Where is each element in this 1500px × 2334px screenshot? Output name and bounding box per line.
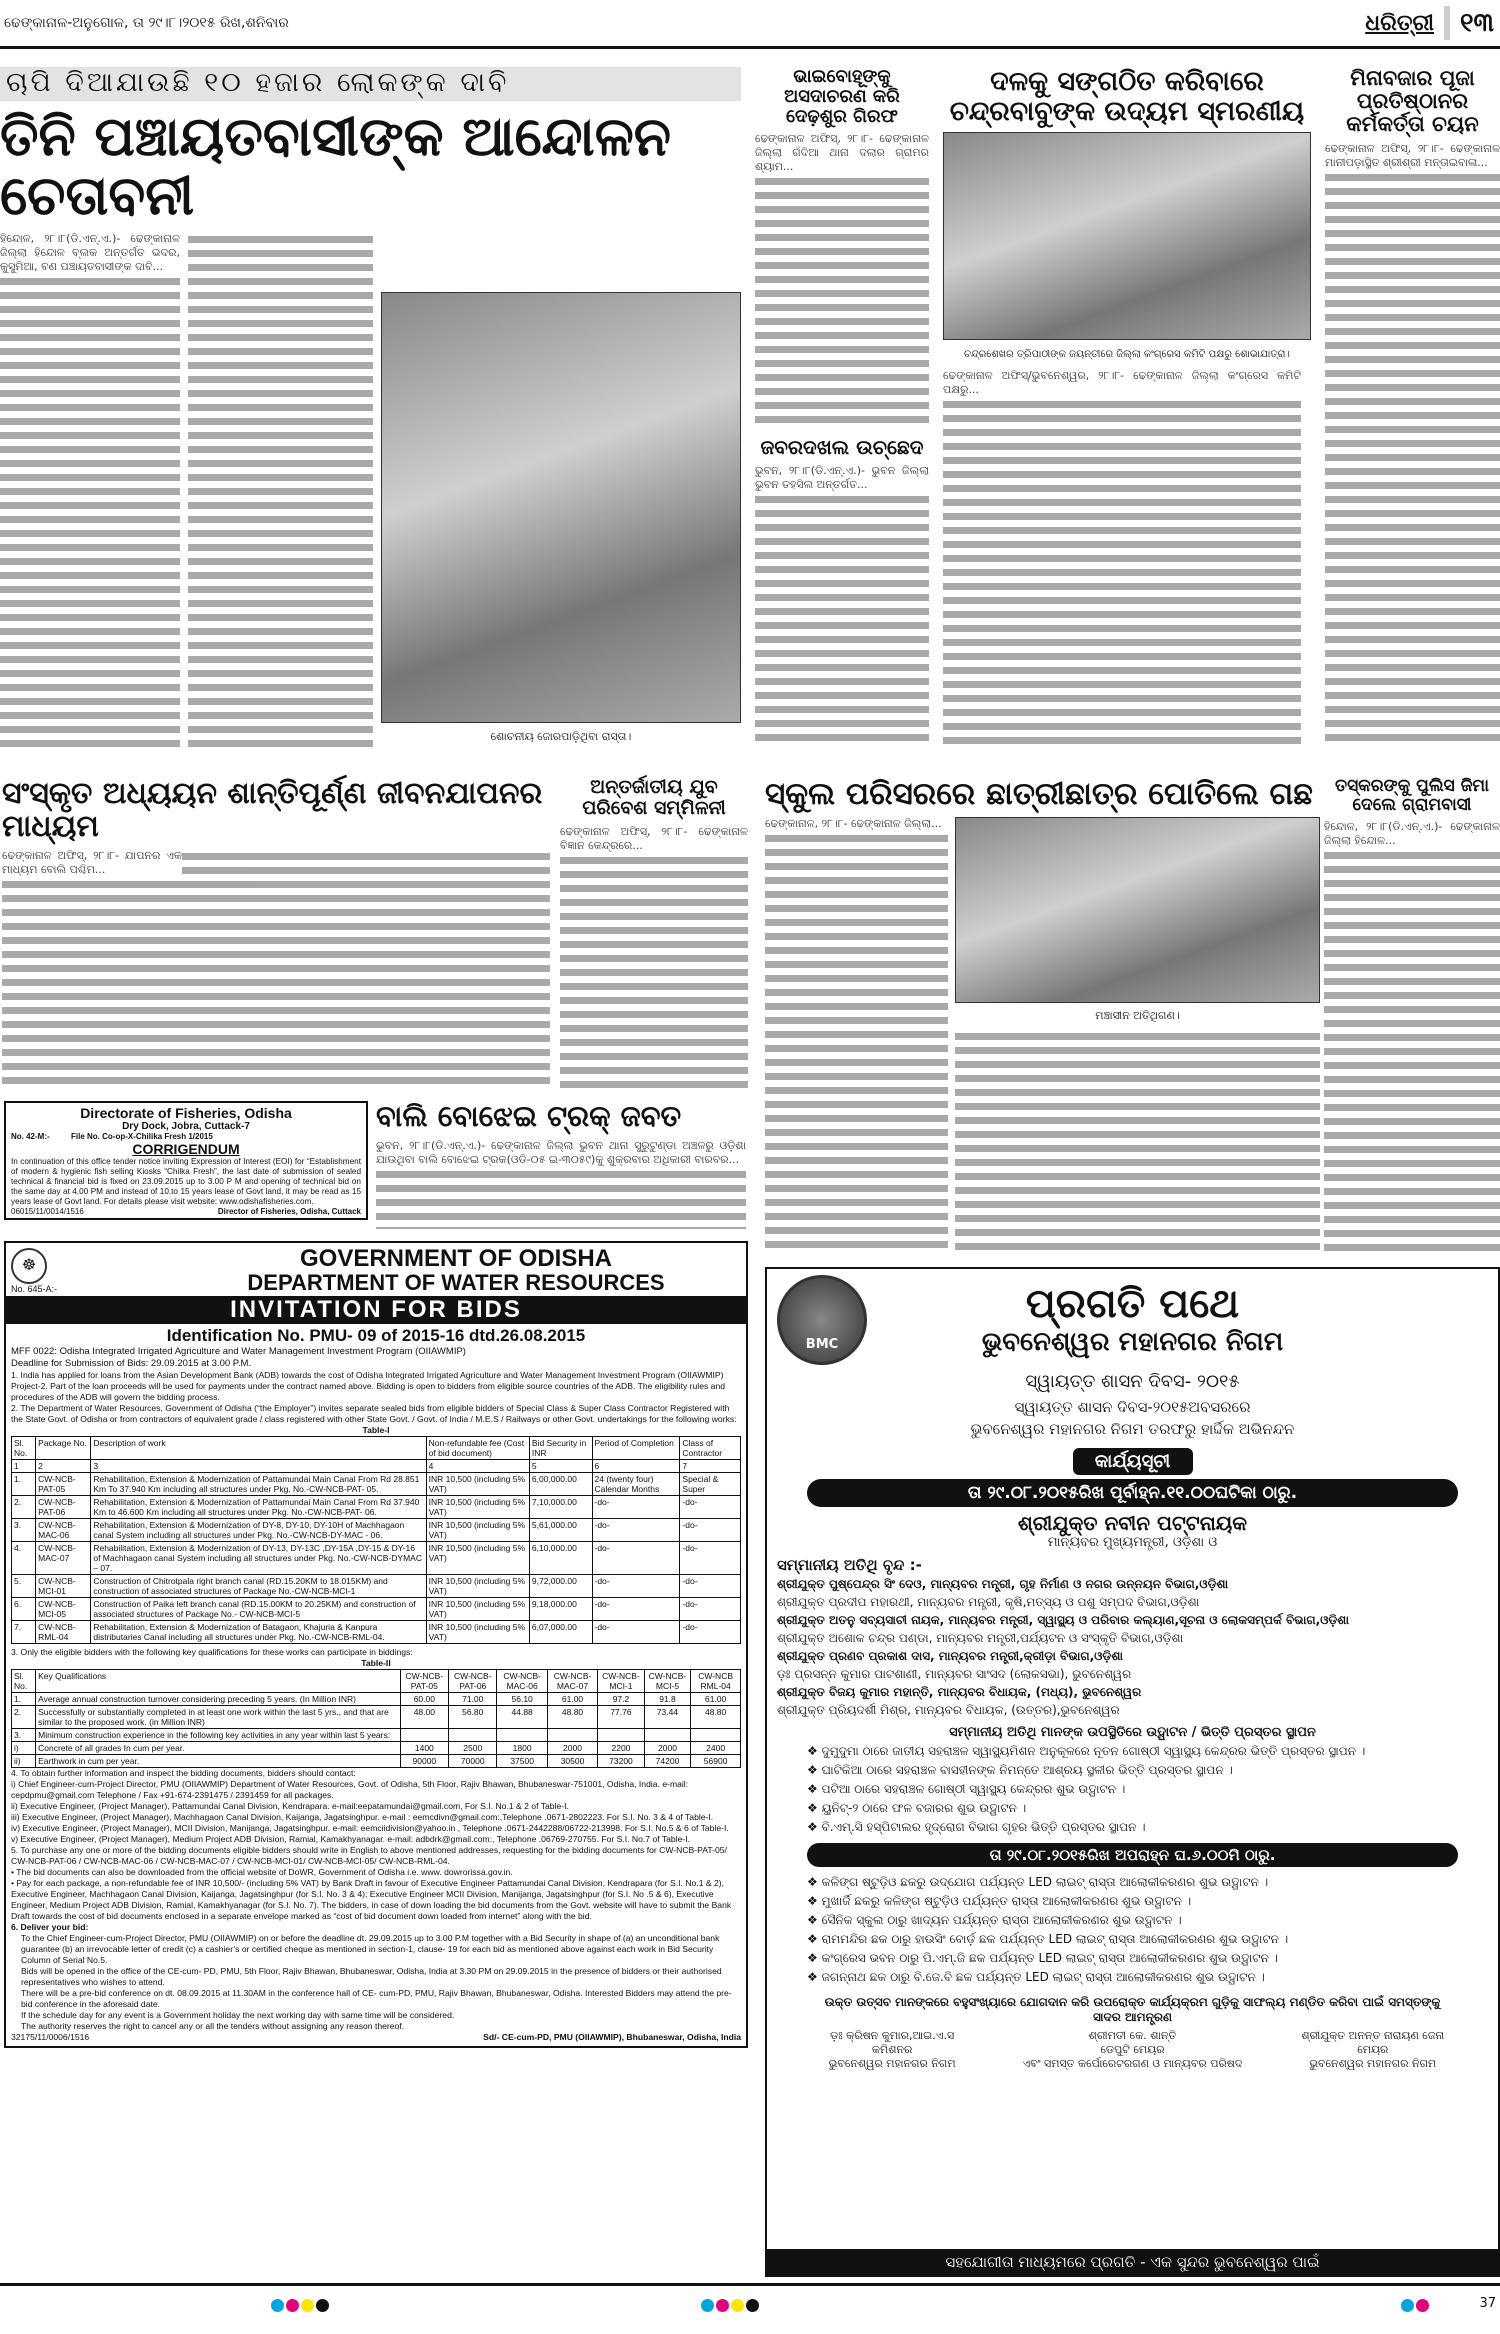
table-cell: Concrete of all grades In cum per year. [36,1742,401,1755]
bmc-day: ସ୍ୱାୟତ୍ତ ଶାସନ ଦିବସ- ୨୦୧୫ [1025,1371,1240,1392]
deliver-item: There will be a pre-bid conference on dt. 08.09.2015 at 11.30AM in the conference hall of CE- cum-PD, PMU, Rajiv Bhawan, Bhubaneswar, Odisha. Interested Bidders may attend the pre-bid conference in the aforesaid date. [21,1988,732,2010]
table-cell: Rehabilitation, Extension & Modernization of DY-13, DY-13C ,DY-15A ,DY-15 & DY-16 of Machhagaon canal System including all structures under Pkg. No.-CW-NCB-DYMAC – 07. [91,1542,426,1575]
para-1: 1. India has applied for loans from the Asian Development Bank (ADB) towards the cost of Odisha Integrated Irrigated Agriculture and Water Management Investment Program (OIIAWMIP) Project-2. Part of the loan proceeds will be used for payments under the contract named above. Bidding is open to bidders from eligible source countries of the ADB. The eligibility rules and procedures of the ADB will govern the bidding process. [11,1370,725,1403]
table-row [12,1496,741,1519]
school-col1 [765,817,948,1253]
guest-item: ଶ୍ରୀଯୁକ୍ତ ପୁଷ୍ପେନ୍ଦ୍ର ସିଂ ଦେଓ, ମାନ୍ୟବର ମନ୍ତ୍ରୀ, ଗୃହ ନିର୍ମାଣ ଓ ନଗର ଉନ୍ନୟନ ବିଭାଗ,ଓଡ଼ିଶା [777,1577,1229,1591]
table1-index: 4 [426,1460,529,1473]
table-cell: 30500 [547,1755,597,1768]
guests-list [777,1574,1488,1721]
evening-item: ❖ କଳିଙ୍ଗ ଷ୍ଟୁଡ଼ିଓ ଛକରୁ ଉଦ୍‌ଯୋଗ ପର୍ଯ୍ୟନ୍ତ LED ଲାଇଟ୍ ରାସ୍ତା ଆଲୋକୀକରଣର ଶୁଭ ଉଦ୍ଘାଟନ । [807,1875,1269,1889]
signer-name: ଶ୍ରୀମତୀ କେ. ଶାନ୍ତି [1088,2029,1177,2042]
invite-text: ଉକ୍ତ ଉତ୍ସବ ମାନଙ୍କରେ ବହୁସଂଖ୍ୟାରେ ଯୋଗଦାନ କରି ଉପରୋକ୍ତ କାର୍ଯ୍ୟକ୍ରମ ଗୁଡ଼ିକୁ ସାଫଲ୍ୟ ମଣ୍ଡିତ କରିବା ପାଇଁ ସମସ୍ତଙ୍କୁ ସାଦର ଆମନ୍ତ୍ରଣ [824,1995,1441,2024]
table-cell: 91.8 [644,1693,691,1706]
fisheries-address: Dry Dock, Jobra, Cuttack-7 [122,1121,250,1132]
page-number-odia: ୧୩ [1460,7,1494,38]
brother-story [755,132,929,429]
guest-item: ଡ଼ଃ ପ୍ରସନ୍ନ କୁମାର ପାଟଶାଣୀ, ମାନ୍ୟବର ସାଂସଦ (ଲୋକସଭା), ଭୁବନେଶ୍ୱର [777,1667,1132,1681]
brother-encroach-column [755,67,929,747]
deliver-item: Bids will be opened in the office of the CE-cum- PD, PMU, 5th Floor, Rajiv Bhawan, Bhubaneswar, Odisha, India at 3.30 PM on 29.09.2015 in the presence of bidders or their authorised representatives who wishes to attend. [21,1966,722,1988]
table-cell: 1800 [497,1742,547,1755]
table-works [11,1436,741,1644]
table-cell: 74200 [644,1755,691,1768]
evening-time-bar: ତା ୨୯.୦୮.୨୦୧୫ରିଖ ଅପରାହ୍ନ ଘ.୬.୦୦ମି ଠାରୁ. [807,1843,1458,1867]
table-cell: 61.00 [691,1693,741,1706]
fisheries-title: Directorate of Fisheries, Odisha [80,1105,292,1121]
signer [777,2029,1007,2071]
bmc-org: ଭୁବନେଶ୍ୱର ମହାନଗର ନିଗମ [981,1327,1284,1358]
para-2: 2. The Department of Water Resources, Government of Odisha (“the Employer”) invites separate sealed bids from eligible bidders of Special Class & Super Class Contractor Registered with the State Govt. of Odisha or from contractors of equivalent grade / class registered with other State Govt. / Govt. of India / M.E.S / Railways or other Govt. undertakings for the following works: [11,1403,737,1425]
table-cell [400,1729,448,1742]
table-cell: 9,72,000.00 [529,1575,592,1598]
morning-items [777,1740,1488,1839]
table-cell [497,1729,547,1742]
table-row [12,1598,741,1621]
contact-item: i) Chief Engineer-cum-Project Director, PMU (OIIAWMIP) Department of Water Resources, Govt. of Odisha, 5th Floor, Rajiv Bhawan, Bhubaneswar-751001, Odisha, India. e-mail: cepdpmu@gmail.com Telephone / Fax +91-674-2391475 / 2391459 for all packages. [11,1779,689,1801]
guest-item: ଶ୍ରୀଯୁକ୍ତ ବିଜୟ କୁମାର ମହାନ୍ତି, ମାନ୍ୟବର ବିଧାୟକ, (ମଧ୍ୟ), ଭୁବନେଶ୍ୱର [777,1685,1142,1699]
table-cell: 2000 [644,1742,691,1755]
table-cell: -do- [680,1542,741,1575]
water-signatory: Sd/- CE-cum-PD, PMU (OIIAWMIP), Bhubaneswar, Odisha, India [483,2032,741,2043]
table-cell: -do- [592,1575,680,1598]
table-cell: 6,07,000.00 [529,1621,592,1644]
encroach-lead: ଭୁବନ, ୨୮।୮(ଡି.ଏନ୍.ଏ.)- ଭୁବନ ଜିଲ୍ଲା ଭୁବନ ତହସିଲ ଅନ୍ତର୍ଗତ... [754,463,929,491]
govt-title: GOVERNMENT OF ODISHA [299,1244,612,1272]
sanskrit-lead: ଢେଙ୍କାନାଳ ଅଫିସ୍, ୨୮।୮- ଯାପନର ଏକ ମାଧ୍ୟମ ବୋଲି ପଶ୍ଚିମ... [2,849,182,876]
school-story [765,777,1320,1253]
deliver-item: The authority reserves the right to cancel any or all the tenders without assigning any reason thereof. [21,2021,405,2032]
table-cell: INR 10,500 (including 5% VAT) [426,1598,529,1621]
table-cell: 37500 [497,1755,547,1768]
table1-index: 6 [592,1460,680,1473]
table2-header: CW-NCB-PAT-06 [449,1670,497,1693]
table-cell: 56900 [691,1755,741,1768]
table2-header: Key Qualifications [36,1670,401,1693]
fisheries-file-no: File No. Co-op-X-Chilika Fresh 1/2015 [71,1132,213,1141]
table1-header: Description of work [91,1437,426,1460]
police-lead: ହିନ୍ଦୋଳ, ୨୮।୮(ଡି.ଏନ୍.ଏ.)- ଢେଙ୍କାନାଳ ଜିଲ୍ଲା ହିନ୍ଦୋଳ... [1324,820,1500,848]
evening-item: ❖ ସୈନିକ ସ୍କୁଲ ଠାରୁ ଖାଦ୍ୟନ ପର୍ଯ୍ୟନ୍ତ ରାସ୍ତା ଆଲୋକୀକରଣର ଶୁଭ ଉଦ୍ଘାଟନ । [807,1913,1182,1927]
guests-label: ସମ୍ମାନୀୟ ଅତିଥି ବୃନ୍ଦ :- [777,1556,922,1574]
table-cell: 2500 [449,1742,497,1755]
table-cell [547,1729,597,1742]
truck-headline: ବାଲି ବୋଝେଇ ଟ୍ରକ୍ ଜବତ [376,1099,682,1133]
invitation-banner: INVITATION FOR BIDS [6,1296,746,1324]
lower-left [0,777,750,2277]
table-cell: 77.76 [598,1706,645,1729]
table-row [12,1542,741,1575]
dept-title: DEPARTMENT OF WATER RESOURCES [247,1270,665,1296]
table-cell: INR 10,500 (including 5% VAT) [426,1542,529,1575]
contacts-list [11,1768,741,1845]
water-resources-bid-ad [4,1241,748,2048]
table-cell: 2000 [547,1742,597,1755]
table1-header: Non-refundable fee (Cost of bid document) [426,1437,529,1460]
table-cell: Minimum construction experience in the following key activities in any year within last 5 years: [36,1729,401,1742]
table-cell: i) [12,1742,36,1755]
minabazar-story [1325,67,1500,747]
odisha-emblem-icon: ☸ [11,1248,47,1284]
table-cell: -do- [680,1598,741,1621]
chandrababu-story [943,67,1311,747]
table1-index: 3 [91,1460,426,1473]
congress-photo-caption: ଚନ୍ଦ୍ରଶେଖର ତ୍ରିପାଠୀଙ୍କ ଜୟନ୍ତୀରେ ଜିଲ୍ଲା କଂଗ୍ରେସ କମିଟି ପକ୍ଷରୁ ଶୋଭାଯାତ୍ରା। [964,349,1290,361]
table-cell: 73200 [598,1755,645,1768]
guest-item: ଶ୍ରୀଯୁକ୍ତ ପ୍ରଦୀପ ମହାରଥୀ, ମାନ୍ୟବର ମନ୍ତ୍ରୀ, କୃଷି,ମତ୍ସ୍ୟ ଓ ପଶୁ ସମ୍ପଦ ବିଭାଗ,ଓଡ଼ିଶା [777,1595,1200,1609]
table-cell: INR 10,500 (including 5% VAT) [426,1519,529,1542]
table2-header: CW-NCB-MCI-5 [644,1670,691,1693]
table-cell: 56.10 [497,1693,547,1706]
masthead-divider [1444,6,1450,40]
table-cell: Rehabilitation, Extension & Modernization of Pattamundai Main Canal From Rd 28.851 Km To 37.940 Km including all structures under Pkg. No.-CW-NCB-PAT- 05. [91,1473,426,1496]
bmc-line2: ଭୁବନେଶ୍ୱର ମହାନଗର ନିଗମ ତରଫରୁ ହାର୍ଦ୍ଦିକ ଅଭିନନ୍ଦନ [970,1420,1295,1438]
evening-item: ❖ ରାମମନ୍ଦିର ଛକ ଠାରୁ ହାଉସିଂ ବୋର୍ଡ଼ ଛକ ପର୍ଯ୍ୟନ୍ତ LED ଲାଇଟ୍ ରାସ୍ତା ଆଲୋକୀକରଣର ଶୁଭ ଉଦ୍ଘାଟନ । [807,1932,1289,1946]
table-cell [598,1729,645,1742]
table-cell: 56.80 [449,1706,497,1729]
dateline: ଢେଙ୍କାନାଳ-ଅନୁଗୋଳ, ତା ୨୯।୮।୨୦୧୫ ରିଖ,ଶନିବାର [4,15,289,31]
deliver-item: To the Chief Engineer-cum-Project Director, PMU (OIIAWMIP) on or before the deadline dt. 29.09.2015 up to 3.00 P.M together with a Bid Security in shape of (a) an unconditional bank guarantee (b) an irrevocable letter of credit (c) a cashier’s or certified cheque as mentioned in section-1, clause- 19 for each bid as mentioned above against each work in Bid Security Column of Serial No.5. [21,1933,720,1966]
table-cell: -do- [592,1519,680,1542]
bmc-logo: BMC [777,1275,867,1365]
registration-marks-3 [1400,2297,1430,2316]
table-cell: 71.00 [449,1693,497,1706]
youth-lead: ଢେଙ୍କାନାଳ ଅଫିସ୍, ୨୮।୮- ଢେଙ୍କାନାଳ ବିଜ୍ଞାନ କେନ୍ଦ୍ରରେ... [560,824,748,852]
truck-story [376,1101,746,1229]
table-cell: 2200 [598,1742,645,1755]
signer-name: ଶ୍ରୀଯୁକ୍ତ ଅନନ୍ତ ନାରାୟଣ ଜେନା [1301,2029,1445,2042]
school-photo-caption: ମଞ୍ଚାସୀନ ଅତିଥିଗଣ। [1095,1009,1180,1023]
main-story-lead: ହିନ୍ଦୋଳ, ୨୮।୮(ଡି.ଏନ୍.ଏ.)- ଢେଙ୍କାନାଳ ଜିଲ୍ଲା ହିନ୍ଦୋଳ ବ୍ଲକ ଅନ୍ତର୍ଗତ ଭଦର, କୁସୁମିଆ, ବଣ ପଞ୍ଚାୟତବାସୀଙ୍କ ଦାବି... [0,231,180,273]
deadline-line: Deadline for Submission of Bids: 29.09.2015 at 3.00 P.M. [11,1358,252,1370]
table-cell: Earthwork in cum per year. [36,1755,401,1768]
signer-org: ଏବଂ ସମସ୍ତ କର୍ପୋରେଟରଗଣ ଓ ମାନ୍ୟବର ପରିଷଦ [1022,2057,1243,2070]
table-cell [691,1729,741,1742]
table-cell: 1. [12,1473,36,1496]
signer [1258,2029,1488,2071]
table-cell: INR 10,500 (including 5% VAT) [426,1575,529,1598]
evening-item: ❖ ଜଗନ୍ନାଥ ଛକ ଠାରୁ ବି.ଜେ.ବି ଛକ ପର୍ଯ୍ୟନ୍ତ LED ଲାଇଟ୍ ରାସ୍ତା ଆଲୋକୀକରଣର ଶୁଭ ଉଦ୍ଘାଟନ । [807,1970,1265,1984]
signers [777,2029,1488,2071]
table-cell: 70000 [449,1755,497,1768]
corrigendum-heading: CORRIGENDUM [132,1141,240,1157]
morning-item: ❖ ପଟିଆ ଠାରେ ସହରାଞ୍ଚଳ ଗୋଷ୍ଠୀ ସ୍ୱାସ୍ଥ୍ୟ କେନ୍ଦ୍ରର ଶୁଭ ଉଦ୍ଘାଟନ । [807,1782,1126,1796]
table-cell: 73.44 [644,1706,691,1729]
table-cell: 6. [12,1598,36,1621]
table-row [12,1473,741,1496]
table1-index: 2 [36,1460,91,1473]
lower-section [0,777,1500,2277]
table-cell: CW-NCB-MCI-05 [36,1598,91,1621]
fisheries-signatory: Director of Fisheries, Odisha, Cuttack [217,1207,361,1216]
page-footer [0,2286,1500,2319]
purchase-item: • The bid documents can also be downloaded from the official website of DoWR, Government of Odisha i.e. www. dowrorissa.gov.in. [11,1867,513,1878]
school-lead: ଢେଙ୍କାନାଳ, ୨୮।୮- ଢେଙ୍କାନାଳ ଜିଲ୍ଲା... [765,817,948,831]
table-cell: 48.80 [691,1706,741,1729]
table-cell: INR 10,500 (including 5% VAT) [426,1496,529,1519]
table2-title: Table-II [361,1658,391,1669]
purchase-item: 5. To purchase any one or more of the bidding documents eligible bidders should write in English to above mentioned addresses, requesting for the bidding documents for CW-NCB-PAT-05/ CW-NCB-PAT-06 / CW-NCB-MAC-06 / CW-NCB-MAC-07 / CW-NCB-MCI-01/ CW-NCB-MCI-05/ CW-NCB-RML-04. [11,1845,727,1867]
header-rule [0,46,1500,49]
water-ref: 32175/11/0006/1516 [11,2032,90,2043]
table-cell: INR 10,500 (including 5% VAT) [426,1473,529,1496]
table-row [12,1706,741,1729]
main-kicker: ଚାପି ଦିଆଯାଉଛି ୧୦ ହଜାର ଲୋକଙ୍କ ଦାବି [0,67,741,101]
top-row [0,67,1500,747]
table1-title: Table-I [362,1425,390,1436]
identification-no: Identification No. PMU- 09 of 2015-16 dtd.26.08.2015 [166,1326,586,1346]
contact-item: v) Executive Engineer, (Project Manager), Medium Project ADB Division, Ramial, Kamakhyanagar. e-mail: adbdrk@gmail.com:, Telephone .06769-270755. For S.I. No.7 of Table-I. [11,1834,691,1845]
contact-item: iii) Executive Engineer, (Project Manager), Machhagaon Canal Division, Kaijanga, Jagatsinghpur. e-mail : eemcdivn@gmail.com:,Telephone .0671-2802223. For S.I. No. 3 & 4 of Table-I. [11,1812,714,1823]
table-row [12,1575,741,1598]
encroach-story [755,464,929,747]
table-cell: CW-NCB-MCI-01 [36,1575,91,1598]
evening-item: ❖ ମୁଖାର୍ଜି ଛକରୁ କଳିଙ୍ଗ ଷ୍ଟୁଡ଼ିଓ ପର୍ଯ୍ୟନ୍ତ ରାସ୍ତା ଆଲୋକୀକରଣର ଶୁଭ ଉଦ୍ଘାଟନ । [807,1894,1192,1908]
chief-guest: ଶ୍ରୀଯୁକ୍ତ ନବୀନ ପଟ୍ଟନାୟକ [1017,1511,1248,1535]
table-row [12,1755,741,1768]
table-cell: 6,00,000.00 [529,1473,592,1496]
table-cell [449,1729,497,1742]
main-story [0,67,741,747]
table-cell: 61.00 [547,1693,597,1706]
table1-index: 5 [529,1460,592,1473]
inaug-label: ସମ୍ମାନୀୟ ଅତିଥି ମାନଙ୍କ ଉପସ୍ଥିତିରେ ଉଦ୍ଘାଟନ / ଭିତ୍ତି ପ୍ରସ୍ତର ସ୍ଥାପନ [949,1725,1316,1740]
purchase-item: • Pay for each package, a non-refundable fee of INR 10,500/- (including 5% VAT) by Bank Draft in favour of Executive Engineer Pattamundai Canal Division, Kendrapara (for S.I. No.1 & 2), Executive Engineer, Machhagaon Canal Division, Kaijanga, Jagatsinghpur (for S.I. No. 3 & 4); Executive Engineer MCII Division, Manijanga, Jagatsinghpur (for S.I. No .5 & 6), Executive Engineer, Medium Project ADB Division, Ramial, Kamakhyanagar (for S.I. No. 7). The bidders, in case of down loading the bid documents from the Govt. website will have to submit the Bank Draft towards the cost of bid documents enclosed in a separate envelope marked as “cost of bid document down loaded from internet” along with the bid. [11,1878,732,1922]
table-cell: 97.2 [598,1693,645,1706]
table-cell: Rehabilitation, Extension & Modernization of Batagaon, Khajuria & Kanpura distributaries Canal including all structures under Pkg. No.-CW-NCB-RML-04. [91,1621,426,1644]
signer-role: ମେୟର [1357,2043,1389,2056]
table-row [12,1742,741,1755]
table2-header: CW-NCB-MAC-06 [497,1670,547,1693]
guest-item: ଶ୍ରୀଯୁକ୍ତ ପ୍ରଣବ ପ୍ରକାଶ ଦାସ, ମାନ୍ୟବର ମନ୍ତ୍ରୀ,କ୍ରୀଡ଼ା ବିଭାଗ,ଓଡ଼ିଶା [777,1649,1123,1663]
chandrababu-lead: ଢେଙ୍କାନାଳ ଅଫିସ୍/ଭୁବନେଶ୍ୱର, ୨୮।୮- ଢେଙ୍କାନାଳ ଜିଲ୍ଲା କଂଗ୍ରେସ କମିଟି ପକ୍ଷରୁ... [942,369,1301,397]
table-cell: 44.88 [497,1706,547,1729]
fisheries-no: No. 42-M:- [11,1132,50,1141]
table-cell: 60.00 [400,1693,448,1706]
youth-story [560,777,748,1089]
table-cell: 1. [12,1693,36,1706]
table-cell: 24 (twenty four) Calendar Months [592,1473,680,1496]
table-cell: 3. [12,1729,36,1742]
table-cell: 2400 [691,1742,741,1755]
table-cell: 1400 [400,1742,448,1755]
registration-marks-1 [270,2297,330,2316]
police-story-text [1324,820,1500,1253]
water-ad-no: No. 645-A:- [11,1284,58,1295]
school-col2 [955,1029,1320,1253]
table-row [12,1729,741,1742]
youth-headline: ଅନ୍ତର୍ଜାତୀୟ ଯୁବ ପରିବେଶ ସମ୍ମିଳନୀ [582,776,726,819]
table-cell: 6,10,000.00 [529,1542,592,1575]
table2-header: CW-NCB-PAT-05 [400,1670,448,1693]
sanskrit-story [0,777,550,1089]
registration-marks-2 [700,2297,760,2316]
main-story-col2 [188,232,373,747]
table-cell: 90000 [400,1755,448,1768]
table-row [12,1693,741,1706]
signer-name: ଡ଼ଃ କ୍ରିଷନ କୁମାର,ଆଇ.ଏ.ସ [830,2029,955,2042]
table-cell: -do- [680,1496,741,1519]
morning-time-bar: ତା ୨୯.୦୮.୨୦୧୫ରିଖ ପୂର୍ବାହ୍ନ.୧୧.୦୦ଘଟିକା ଠାରୁ. [807,1479,1458,1507]
table-cell: ii) [12,1755,36,1768]
road-photo [381,292,741,723]
table-row [12,1621,741,1644]
sanskrit-story-text [2,849,550,1089]
table-cell [644,1729,691,1742]
table-cell: CW-NCB-PAT-06 [36,1496,91,1519]
table-cell: 9,18,000.00 [529,1598,592,1621]
table-cell: CW-NCB-PAT-05 [36,1473,91,1496]
truck-lead: ଭୁବନ, ୨୮।୮(ଡି.ଏନ୍.ଏ.)- ଢେଙ୍କାନାଳ ଜିଲ୍ଲା ଭୁବନ ଥାନା ସୁରୁଟୁଣ୍ଡା ଅଞ୍ଚଳରୁ ଓଡ଼ିଶା ଯାଉଥିବା ବାଲି ବୋଝେଇ ଟ୍ରକ(ଓଡି-୦୫ ଇ-୩୦୫୯)କୁ ଶୁକ୍ରବାର ଅଧିକାରୀ ବାରବର... [376,1138,746,1166]
main-story-col1 [0,232,180,747]
minabazar-story-text [1325,142,1500,747]
school-headline: ସ୍କୁଲ ପରିସରରେ ଛାତ୍ରୀଛାତ୍ର ପୋତିଲେ ଗଛ [765,776,1313,812]
contact-item: ii) Executive Engineer, (Project Manager), Pattamundai Canal Division, Kendrapara. e-mail:eepatamundai@gmail.com, For S.I. No.1 & 2 of Table-I. [11,1801,569,1812]
table-cell: -do- [680,1519,741,1542]
table2-header: CW-NCB RML-04 [691,1670,741,1693]
evening-item: ❖ କଂଗ୍ରେସ ଭବନ ଠାରୁ ପି.ଏମ୍.ଜି ଛକ ପର୍ଯ୍ୟନ୍ତ LED ଲାଇଟ୍ ରାସ୍ତା ଆଲୋକୀକରଣର ଶୁଭ ଉଦ୍ଘାଟନ । [807,1951,1279,1965]
road-photo-caption: ଶୋଚନୀୟ ଜୋରପାଡ଼ିଥିବା ରାସ୍ତା। [490,730,632,743]
minabazar-lead: ଢେଙ୍କାନାଳ ଅଫିସ୍, ୨୮।୮- ଢେଙ୍କାନାଳ ମାନୀପଡ଼ାସ୍ଥିତ ଶ୍ରୀଶ୍ରୀ ମନ୍ତାଇବାଳା... [1324,142,1500,170]
school-photo [955,817,1320,1003]
truck-story-text [376,1139,746,1229]
brother-headline: ଭାଇବୋହୂଙ୍କୁ ଅସଦାଚରଣ କରି ଦେଢ଼ଶୁର ଗିରଫ [784,66,900,127]
table-row [12,1519,741,1542]
morning-item: ❖ ବି.ଏମ୍.ସି ହସ୍ପିଟାଲର ହୃଦ୍‌ରୋଗ ବିଭାଗ ଗୃହର ଭିତ୍ତି ପ୍ରସ୍ତର ସ୍ଥାପନ । [807,1820,1146,1834]
table1-header: Package No. [36,1437,91,1460]
table-cell: CW-NCB-RML-04 [36,1621,91,1644]
bmc-line1: ସ୍ୱାୟତ୍ତ ଶାସନ ଦିବସ-୨୦୧୫ଅବସରରେ [1014,1398,1251,1416]
guest-item: ଶ୍ରୀଯୁକ୍ତ ଅତନୁ ସବ୍ୟସାଚୀ ନାୟକ, ମାନ୍ୟବର ମନ୍ତ୍ରୀ, ସ୍ୱାସ୍ଥ୍ୟ ଓ ପରିବାର କଲ୍ୟାଣ,ସୂଚନା ଓ ଲୋକସମ୍ପର୍କ ବିଭାଗ,ଓଡ଼ିଶା [777,1613,1349,1627]
table2-header: Sl. No. [12,1670,36,1693]
page-number: 37 [1479,2296,1496,2311]
encroach-headline: ଜବରଦଖଲ ଉଚ୍ଛେଦ [760,434,924,459]
table1-header: Class of Contractor [680,1437,741,1460]
chandrababu-headline: ଦଳକୁ ସଙ୍ଗଠିତ କରିବାରେ ଚନ୍ଦ୍ରବାବୁଙ୍କ ଉଦ୍ୟମ ସ୍ମରଣୀୟ [949,66,1305,127]
table1-index: 1 [12,1460,36,1473]
main-headline: ତିନି ପଞ୍ଚାୟତବାସୀଙ୍କ ଆନ୍ଦୋଳନ ଚେତାବନୀ [0,105,671,228]
table-cell: 7. [12,1621,36,1644]
bmc-ad [765,1267,1500,2277]
police-headline: ତସ୍କରଙ୍କୁ ପୁଲିସ ଜିମା ଦେଲେ ଗ୍ରାମବାସୀ [1334,776,1490,815]
table-cell: -do- [680,1575,741,1598]
sanskrit-headline: ସଂସ୍କୃତ ଅଧ୍ୟୟନ ଶାନ୍ତିପୂର୍ଣ୍ଣ ଜୀବନଯାପନର ମାଧ୍ୟମ [2,776,543,844]
table1-index: 7 [680,1460,741,1473]
table-cell: Rehabilitation, Extension & Modernization of DY-8, DY-10, DY-10H of Machhagaon canal System including all structures under Pkg. No.-CW-NCB-DY-MAC - 06. [91,1519,426,1542]
table-qualifications [11,1669,741,1768]
lower-right [765,777,1500,2277]
table-cell: -do- [592,1496,680,1519]
table-cell: Construction of Paika left branch canal (RD.15.00KM to 20.25KM) and construction of associated structures of Package No.- CW-NCB-MCI-5 [91,1598,426,1621]
table-cell: 48.80 [547,1706,597,1729]
morning-item: ❖ ଦୁମୁଦୁମା ଠାରେ ଜାତୀୟ ସହରାଞ୍ଚଳ ସ୍ୱାସ୍ଥ୍ୟମିଶନ ଅନୁକୂଳରେ ନୂତନ ଗୋଷ୍ଠୀ ସ୍ୱାସ୍ଥ୍ୟ କେନ୍ଦ୍ରର ଭିତ୍ତି ପ୍ରସ୍ତର ସ୍ଥାପନ । [807,1744,1366,1758]
table1-header: Bid Security in INR [529,1437,592,1460]
fisheries-ref: 06015/11/0014/1516 [11,1207,84,1216]
signer [1017,2029,1247,2071]
morning-item: ❖ ୟୁନିଟ୍-୨ ଠାରେ ଫଳ ବଜାରର ଶୁଭ ଉଦ୍ଘାଟନ । [807,1801,1027,1815]
signer-org: ଭୁବନେଶ୍ୱର ମହାନଗର ନିଗମ [828,2057,956,2070]
table-cell: 2. [12,1496,36,1519]
signer-role: କମିଶନର [871,2043,913,2056]
table-cell: 4. [12,1542,36,1575]
table-cell: CW-NCB-MAC-07 [36,1542,91,1575]
deliver-list [11,1933,741,2032]
table-cell: -do- [592,1542,680,1575]
youth-story-text [560,825,748,1089]
signer-org: ଭୁବନେଶ୍ୱର ମହାନଗର ନିଗମ [1309,2057,1437,2070]
table-cell: Average annual construction turnover considering preceding 5 years. (In Million INR) [36,1693,401,1706]
table-cell: 5,61,000.00 [529,1519,592,1542]
table1-header: Period of Completion [592,1437,680,1460]
table-cell: 3. [12,1519,36,1542]
table-cell: Rehabilitation, Extension & Modernization of Pattamundai Main Canal From Rd 37.940 Km to 46.600 Km including all structures under Pkg. No.-CW-NCB-PAT- 06. [91,1496,426,1519]
table-cell: Special & Super [680,1473,741,1496]
table2-header: CW-NCB-MCI-1 [598,1670,645,1693]
para-3: 3. Only the eligible bidders with the following key qualifications for these works can participate in biddings: [11,1647,413,1658]
table-cell: INR 10,500 (including 5% VAT) [426,1621,529,1644]
table-cell: Construction of Chitrotpala right branch canal (RD.15.20KM to 18.015KM) and construction of associated structures of Package No.-CW-NCB-MCI-1 [91,1575,426,1598]
table-cell: 5. [12,1575,36,1598]
table-cell: -do- [592,1598,680,1621]
table-cell: 48.00 [400,1706,448,1729]
evening-items [777,1871,1488,1989]
bmc-title: ପ୍ରଗତି ପଥେ [1025,1281,1240,1328]
chief-guest-title: ମାନ୍ୟବର ମୁଖ୍ୟମନ୍ତ୍ରୀ, ଓଡ଼ିଶା ଓ [1047,1535,1218,1550]
police-story [1324,777,1500,1253]
fisheries-corrigendum-ad [4,1101,368,1220]
corrigendum-body: In continuation of this office tender notice inviting Expression of Interest (EOI) for “Establishment of modern & hygienic fish selling Kiosks “Chilka Fresh”, the last date of submission of sealed technical & financial bid is fixed on 23.09.2015 up to 3.00 P M and opening of technical bid on the same day at 4.00 PM and instead of 10.to 15 years lease of Govt land, it may be read as 15 years lease of Govt land. For details please visit website: www.odishafisheries.com. [11,1157,361,1206]
table-cell: -do- [592,1621,680,1644]
guest-item: ଶ୍ରୀଯୁକ୍ତ ପ୍ରିୟଦର୍ଶୀ ମିଶ୍ର, ମାନ୍ୟବର ବିଧାୟକ, (ଉତ୍ତର),ଭୁବନେଶ୍ୱର [777,1703,1120,1717]
table-cell: Successfully or substantially completed in at least one work within the last 5 yrs., and that are similar to the proposed work. (in Million INR) [36,1706,401,1729]
bmc-footer-slogan: ସହଯୋଗୀତା ମାଧ୍ୟମରେ ପ୍ରଗତି - ଏକ ସୁନ୍ଦର ଭୁବନେଶ୍ୱର ପାଇଁ [767,2249,1498,2275]
table-cell: 7,10,000.00 [529,1496,592,1519]
masthead-logo: ଧରିତ୍ରୀ [1365,10,1435,36]
purchase-list [11,1845,741,1922]
minabazar-headline: ମିନାବଜାର ପୂଜା ପ୍ରତିଷ୍ଠାନର କର୍ମକର୍ତ୍ତା ଚୟନ [1346,66,1479,137]
congress-photo [943,132,1311,340]
morning-item: ❖ ଘାଟିକିଆ ଠାରେ ସହରାଞ୍ଚଳ ବାସହୀନଙ୍କ ନିମନ୍ତେ ଆଶ୍ରୟ ସ୍ଥଳୀର ଭିତ୍ତି ପ୍ରସ୍ତର ସ୍ଥାପନ । [807,1763,1233,1777]
signer-role: ଡେପୁଟି ମେୟର [1100,2043,1165,2056]
deliver-item: If the schedule day for any event is a Government holiday the next working day with same time will be considered. [21,2010,455,2021]
table2-header: CW-NCB-MAC-07 [547,1670,597,1693]
contact-item: iv) Executive Engineer, (Project Manager), MCII Division, Manijanga, Jagatsinghpur. e-mail: eemciidivision@yahoo.in , Telephone .0671-2442288/06722-213998. For S.I. No.5 & 6 of Table-I. [11,1823,729,1834]
contact-item: 4. To obtain further information and inspect the bidding documents, bidders should contact: [11,1768,356,1779]
table1-header: Sl. No. [12,1437,36,1460]
guest-item: ଶ୍ରୀଯୁକ୍ତ ଅଶୋକ ଚନ୍ଦ୍ର ପଣ୍ଡା, ମାନ୍ୟବର ମନ୍ତ୍ରୀ,ପର୍ଯ୍ୟଟନ ଓ ସଂସ୍କୃତି ବିଭାଗ,ଓଡ଼ିଶା [777,1631,1184,1645]
brother-lead: ଢେଙ୍କାନାଳ ଅଫିସ୍, ୨୮।୮- ଢେଙ୍କାନାଳ ଜିଲ୍ଲା ଗଁଦିଆ ଥାନା ଦଲାର ଗ୍ରାମର ଶ୍ୟାମ... [754,132,929,174]
table-cell: CW-NCB-MAC-06 [36,1519,91,1542]
table-cell: 2. [12,1706,36,1729]
program-line: MFF 0022: Odisha Integrated Irrigated Agriculture and Water Management Investment Program (OIIAWMIP) [11,1346,466,1358]
chandrababu-col1 [943,369,1301,747]
table-cell: -do- [680,1621,741,1644]
deliver-title: 6. Deliver your bid: [11,1922,89,1933]
program-label: କାର୍ଯ୍ୟସୂଚୀ [1073,1448,1193,1475]
page-header [0,0,1500,46]
